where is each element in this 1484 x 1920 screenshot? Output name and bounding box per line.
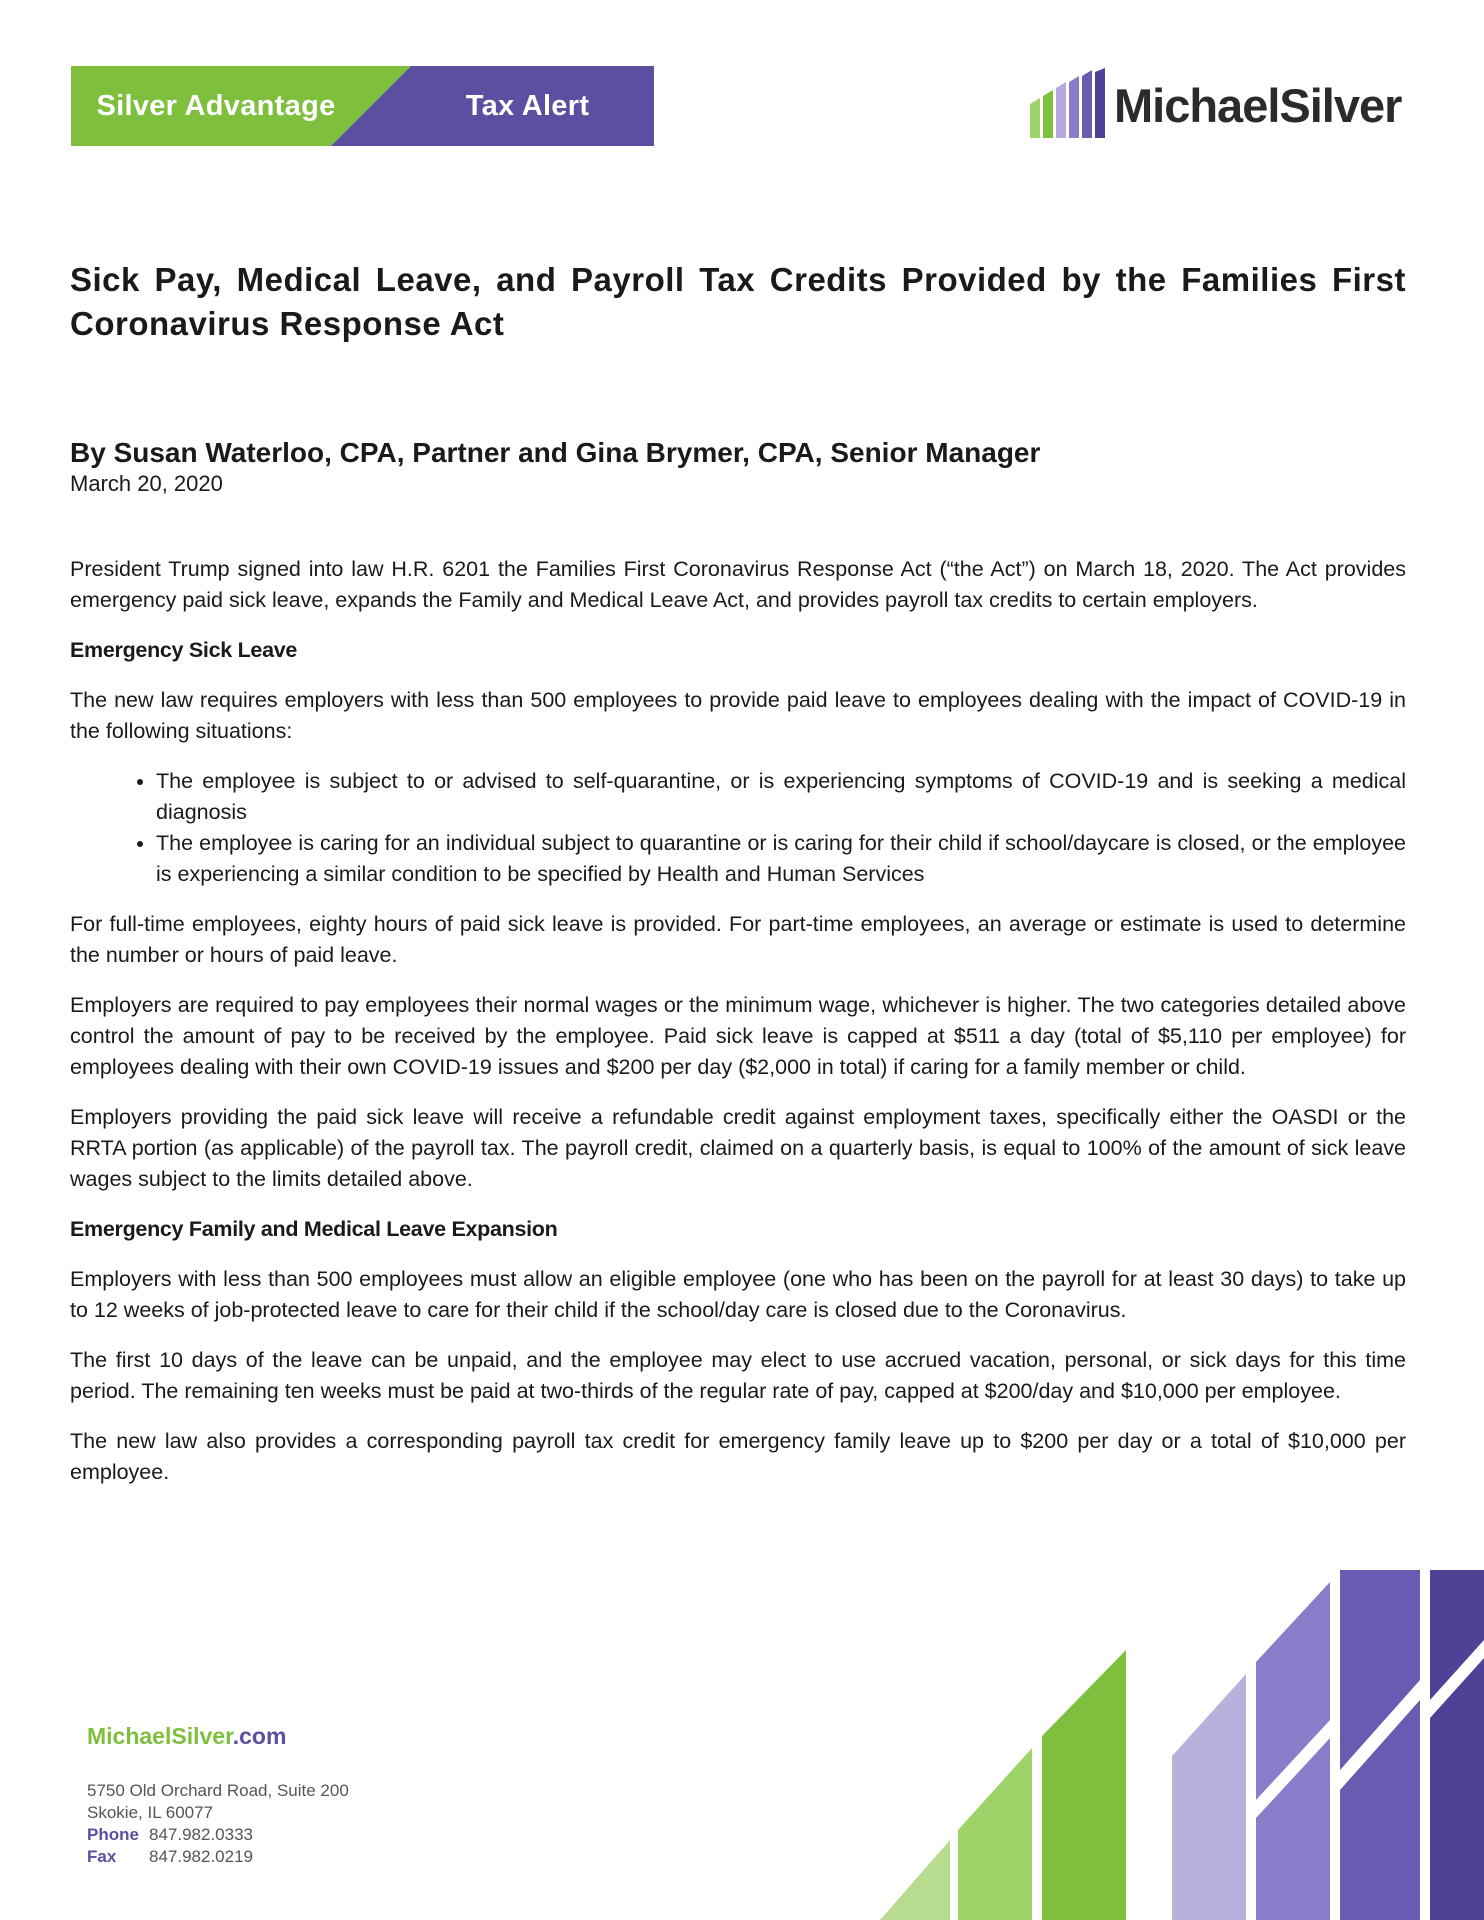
intro-paragraph: President Trump signed into law H.R. 6201 the Families First Coronavirus Response Act (“the Act”) on March 18, 2020. The Act provides emergency paid sick leave, expands the Family and Medical Leave Act, and provides payroll tax credits to certain employers.: [70, 557, 1406, 612]
article-title: Sick Pay, Medical Leave, and Payroll Tax Credits Provided by the Families First Coronavirus Response Act: [70, 261, 1406, 342]
phone-row: [87, 1824, 349, 1846]
article-date: March 20, 2020: [70, 471, 223, 496]
address-line-1: 5750 Old Orchard Road, Suite 200: [87, 1781, 349, 1800]
sick-leave-paragraph-3: Employers are required to pay employees their normal wages or the minimum wage, whichever is higher. The two categories detailed above control the amount of pay to be received by the employee. Paid sick leave is capped at $511 a day (total of $5,110 per employee) for employees dealing with their own COVID-19 issues and $200 per day ($2,000 in total) if caring for a family member or child.: [70, 993, 1406, 1079]
sick-leave-paragraph-2: For full-time employees, eighty hours of paid sick leave is provided. For part-time employees, an average or estimate is used to determine the number or hours of paid leave.: [70, 912, 1406, 967]
sick-leave-bullet-list: [70, 766, 1406, 890]
header-banner: [71, 66, 654, 146]
bullet-item: • The employee is caring for an individual subject to quarantine or is caring for their child if school/daycare is closed, or the employee is experiencing a similar condition to be specified by Health and Human Services: [156, 828, 1406, 890]
fax-number: 847.982.0219: [149, 1847, 253, 1866]
fax-label: Fax: [87, 1847, 117, 1866]
bullet-item: • The employee is subject to or advised to self-quarantine, or is experiencing symptoms of COVID-19 and is seeking a medical diagnosis: [156, 766, 1406, 828]
decorative-corner-graphic: [860, 1570, 1484, 1920]
banner-silver-advantage: Silver Advantage: [96, 89, 336, 122]
footer-website-link[interactable]: [87, 1723, 286, 1750]
phone-number: 847.982.0333: [149, 1825, 253, 1844]
michael-silver-logo: [1030, 68, 1415, 140]
footer-site-brand: MichaelSilver: [87, 1723, 233, 1749]
sick-leave-paragraph-1: The new law requires employers with less than 500 employees to provide paid leave to employees dealing with the impact of COVID-19 in the following situations:: [70, 688, 1406, 743]
article-content: [70, 258, 1406, 1507]
banner-tax-alert: Tax Alert: [465, 89, 590, 122]
sick-leave-paragraph-4: Employers providing the paid sick leave will receive a refundable credit against employment taxes, specifically either the OASDI or the RRTA portion (as applicable) of the payroll tax. The payroll credit, claimed on a quarterly basis, is equal to 100% of the amount of sick leave wages subject to the limits detailed above.: [70, 1105, 1406, 1191]
fax-row: [87, 1846, 349, 1868]
address-line-2: Skokie, IL 60077: [87, 1803, 214, 1822]
phone-label: Phone: [87, 1825, 139, 1844]
logo-bars-icon: [1030, 68, 1112, 140]
section-heading-family-leave: Emergency Family and Medical Leave Expansion: [70, 1217, 558, 1241]
family-leave-paragraph-3: The new law also provides a corresponding payroll tax credit for emergency family leave up to $200 per day or a total of $10,000 per employee.: [70, 1429, 1406, 1484]
family-leave-paragraph-1: Employers with less than 500 employees must allow an eligible employee (one who has been on the payroll for at least 30 days) to take up to 12 weeks of job-protected leave to care for their child if the school/day care is closed due to the Coronavirus.: [70, 1267, 1406, 1322]
family-leave-paragraph-2: The first 10 days of the leave can be unpaid, and the employee may elect to use accrued vacation, personal, or sick days for this time period. The remaining ten weeks must be paid at two-thirds of the regular rate of pay, capped at $200/day and $10,000 per employee.: [70, 1348, 1406, 1403]
logo-text: MichaelSilver: [1114, 79, 1402, 132]
section-heading-sick-leave: Emergency Sick Leave: [70, 638, 298, 662]
article-byline: By Susan Waterloo, CPA, Partner and Gina Brymer, CPA, Senior Manager: [70, 437, 1041, 468]
footer-site-tld: .com: [232, 1723, 287, 1749]
footer-address: [87, 1780, 349, 1868]
